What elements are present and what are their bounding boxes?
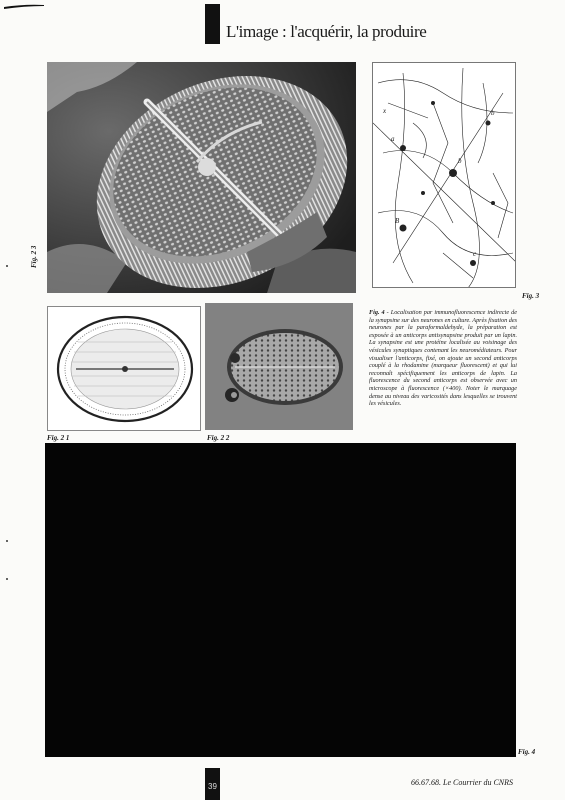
fig-2-2-photo [205, 303, 353, 430]
fig-2-1-label: Fig. 2 1 [47, 434, 70, 442]
fig-4-label: Fig. 4 [518, 748, 536, 756]
corner-mark [4, 4, 44, 10]
svg-text:b: b [491, 109, 495, 117]
margin-speck [6, 578, 8, 580]
svg-text:x: x [383, 107, 387, 115]
svg-text:B: B [395, 217, 400, 225]
fig-2-3-label: Fig. 2 3 [30, 245, 38, 268]
fig-4-fluorescence-image [45, 443, 516, 757]
page-title: L'image : l'acquérir, la produire [226, 22, 427, 41]
header-bar [205, 4, 220, 44]
fig-4-caption-lead: Fig. 4 [369, 309, 385, 316]
page-number: 39 [208, 782, 217, 791]
margin-speck [6, 265, 8, 267]
svg-text:c: c [473, 250, 477, 258]
fig-3-drawing [372, 62, 516, 288]
fig-4-caption-text: - Localisation par immunofluorescence indirecte de la synapsine sur des neurones en culture. Après fixation des neurones par la paraformaldehyde, la préparation est exposée à un anticorps antisynapsine produit par un lapin. La synapsine est une protéine localisée au voisinage des vésicules synaptiques contenant les neuromédiateurs. Pour visualiser l'anticorps, fixé, on ajoute un second anticorps couplé à la rhodamine (marqueur fluorescent) et qui lui reconnaît spécifiquement les anticorps de lapin. La fluorescence du second anticorps est observée avec un microscope à fluorescence (×400). Noter le marquage dense au niveau des varicosités dans lesquelles se trouvent les vésicules. [369, 309, 517, 408]
fig-2-2-label: Fig. 2 2 [207, 434, 230, 442]
fig-2-1-drawing [47, 306, 201, 431]
fig-3-label: Fig. 3 [522, 292, 540, 300]
fig-2-3-photo [47, 62, 356, 293]
margin-speck [6, 540, 8, 542]
fig-4-caption [369, 309, 517, 408]
svg-text:a: a [391, 135, 395, 143]
svg-text:b: b [458, 157, 462, 165]
journal-footer: 66.67.68. Le Courrier du CNRS [411, 778, 514, 787]
